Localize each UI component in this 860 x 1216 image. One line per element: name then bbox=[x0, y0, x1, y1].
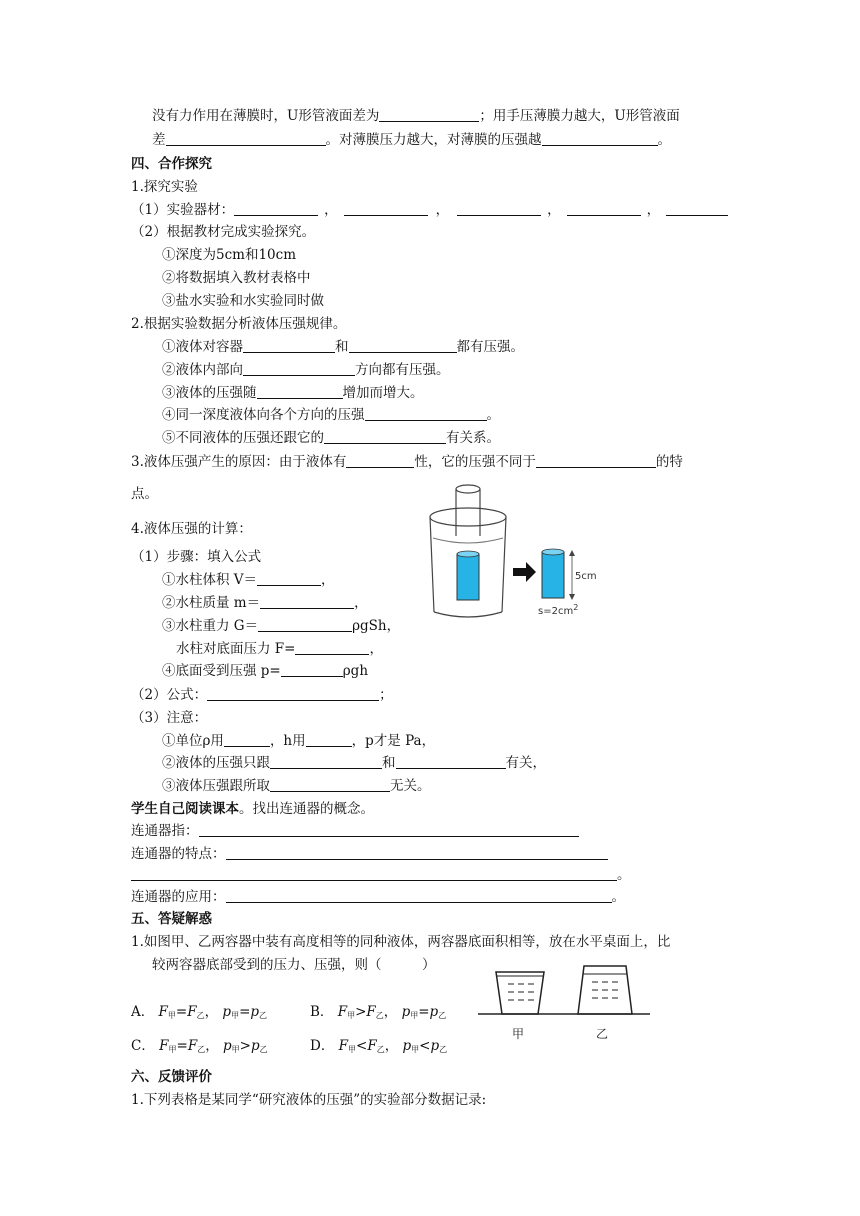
water-column-figure bbox=[420, 482, 610, 624]
s4-q1-materials bbox=[131, 201, 728, 219]
text: ③水柱重力 G＝ bbox=[162, 618, 259, 634]
s4-q4-1: （1）步骤：填入公式 bbox=[131, 549, 262, 565]
label-yi: 乙 bbox=[596, 1027, 609, 1041]
text: 乙 bbox=[439, 1045, 448, 1054]
text: 乙 bbox=[375, 1011, 384, 1020]
text: 乙 bbox=[438, 1011, 447, 1020]
text: 甲 bbox=[348, 1045, 356, 1054]
blank[interactable] bbox=[457, 201, 541, 216]
text: ③液体压强跟所取 bbox=[162, 778, 270, 794]
s4-q4: 4.液体压强的计算： bbox=[131, 521, 252, 537]
text: ； bbox=[379, 687, 393, 703]
water-column-top bbox=[457, 551, 479, 557]
text: 甲 bbox=[411, 1045, 420, 1054]
section-6-heading: 六、反馈评价 bbox=[131, 1069, 212, 1085]
text: 连通器指： bbox=[131, 823, 199, 839]
blank[interactable] bbox=[379, 107, 479, 122]
label-jia: 甲 bbox=[512, 1027, 525, 1041]
text: 甲 bbox=[231, 1011, 240, 1020]
blank[interactable] bbox=[258, 617, 352, 632]
text: 。 bbox=[657, 132, 671, 148]
text: 和 bbox=[382, 755, 396, 771]
containers-figure bbox=[478, 960, 654, 1044]
text: D． bbox=[310, 1038, 335, 1054]
text: C． bbox=[131, 1038, 155, 1054]
extracted-column-top bbox=[542, 549, 564, 555]
text: （1）实验器材： bbox=[131, 202, 235, 218]
s4-q1: 1.探究实验 bbox=[131, 179, 198, 195]
text: ①液体对容器 bbox=[162, 339, 243, 355]
blank[interactable] bbox=[306, 732, 352, 747]
text: 。找出连通器的概念。 bbox=[239, 801, 374, 817]
text: 甲 bbox=[347, 1011, 356, 1020]
water-column bbox=[457, 554, 479, 600]
text: 。对薄膜压力越大，对薄膜的压强越 bbox=[325, 132, 542, 148]
text: 学生自己阅读课本 bbox=[131, 801, 239, 817]
option-d[interactable]: D． $F_甲<F_乙$， $p_甲<p_乙$ bbox=[310, 1038, 448, 1054]
blank[interactable] bbox=[666, 201, 728, 216]
s4-q2-item4 bbox=[162, 406, 500, 424]
blank[interactable] bbox=[234, 201, 318, 216]
blank[interactable] bbox=[344, 201, 428, 216]
option-c[interactable]: C． $F_甲=F_乙$， $p_甲>p_乙$ bbox=[131, 1038, 268, 1054]
text: ρgh bbox=[342, 663, 369, 679]
text: 乙 bbox=[196, 1011, 205, 1020]
text: ④同一深度液体向各个方向的压强 bbox=[162, 407, 365, 423]
text: ②液体的压强只跟 bbox=[162, 755, 270, 771]
blank[interactable] bbox=[243, 338, 335, 353]
s4-q3-line2: 点。 bbox=[131, 486, 158, 502]
text: 乙 bbox=[197, 1045, 206, 1054]
text: ②液体内部向 bbox=[162, 362, 243, 378]
extracted-column bbox=[542, 552, 564, 598]
blank[interactable] bbox=[166, 131, 326, 146]
arrow-right-icon bbox=[513, 562, 536, 582]
text: ①单位ρ用 bbox=[162, 733, 224, 749]
s5-q1-line2: 较两容器底部受到的压力、压强，则（ ） bbox=[152, 957, 436, 973]
blank[interactable] bbox=[349, 338, 457, 353]
text: 水柱对底面压力 F= bbox=[176, 641, 296, 657]
blank[interactable] bbox=[243, 361, 355, 376]
text: ②水柱质量 m＝ bbox=[162, 595, 261, 611]
s4-q4-1-item4 bbox=[176, 640, 383, 658]
text: ①水柱体积 V＝ bbox=[162, 572, 258, 588]
text: ， bbox=[321, 572, 335, 588]
text: 差 bbox=[152, 132, 166, 148]
s4-q1-2-item1: ①深度为5cm和10cm bbox=[162, 247, 296, 263]
blank[interactable] bbox=[295, 640, 369, 655]
blank[interactable] bbox=[257, 384, 343, 399]
s4-q4-1-item2 bbox=[162, 594, 368, 612]
text: 甲 bbox=[410, 1011, 419, 1020]
blank[interactable] bbox=[346, 453, 414, 468]
text: 甲 bbox=[168, 1045, 177, 1054]
reading-features bbox=[131, 845, 608, 863]
text: 。 bbox=[486, 407, 500, 423]
text: 的特 bbox=[655, 454, 683, 470]
text: 无关。 bbox=[390, 778, 431, 794]
text: 和 bbox=[335, 339, 349, 355]
text: 乙 bbox=[259, 1045, 268, 1054]
s4-q1-2: （2）根据教材完成实验探究。 bbox=[131, 224, 316, 240]
blank[interactable] bbox=[270, 777, 390, 792]
s4-q2-item3 bbox=[162, 384, 424, 402]
blank[interactable] bbox=[257, 571, 321, 586]
text: 方向都有压强。 bbox=[355, 362, 450, 378]
blank[interactable] bbox=[365, 406, 487, 421]
beaker-rim bbox=[430, 508, 506, 526]
text: 有关系。 bbox=[446, 430, 500, 446]
text: 乙 bbox=[259, 1011, 268, 1020]
container-yi-liquid bbox=[592, 982, 618, 998]
reading-applications bbox=[131, 888, 625, 906]
s4-q3-line1 bbox=[131, 453, 683, 471]
reading-definition bbox=[131, 822, 579, 840]
container-jia-liquid bbox=[508, 984, 534, 1000]
text: （2）公式： bbox=[131, 687, 208, 703]
s4-q4-3-item3 bbox=[162, 777, 431, 795]
s4-q4-3: （3）注意： bbox=[131, 710, 208, 726]
blank[interactable] bbox=[536, 453, 656, 468]
text: ③液体的压强随 bbox=[162, 385, 257, 401]
text: ， bbox=[547, 202, 561, 218]
text: 3.液体压强产生的原因：由于液体有 bbox=[131, 454, 347, 470]
text: ， bbox=[646, 202, 661, 218]
s4-q1-2-item3: ③盐水实验和水实验同时做 bbox=[162, 293, 324, 309]
intro-line-2 bbox=[152, 131, 671, 149]
text: ④底面受到压强 p= bbox=[162, 663, 281, 679]
text: ， bbox=[369, 641, 383, 657]
text: 都有压强。 bbox=[456, 339, 524, 355]
s4-q4-1-item1 bbox=[162, 571, 335, 589]
s4-q1-2-item2: ②将数据填入教材表格中 bbox=[162, 270, 311, 286]
reading-features-cont bbox=[131, 866, 631, 884]
text: 性，它的压强不同于 bbox=[414, 454, 536, 470]
text: 。 bbox=[611, 889, 625, 905]
blank[interactable] bbox=[226, 888, 612, 903]
text: 有关， bbox=[505, 755, 546, 771]
text: 没有力作用在薄膜时，U形管液面差为 bbox=[152, 108, 380, 124]
text: 连通器的应用： bbox=[131, 889, 226, 905]
text: 连通器的特点： bbox=[131, 846, 226, 862]
beaker-bottom bbox=[434, 612, 502, 617]
blank[interactable] bbox=[199, 822, 579, 837]
text: ；用手压薄膜力越大，U形管液面 bbox=[479, 108, 680, 124]
s4-q2-item5 bbox=[162, 429, 500, 447]
text: 甲 bbox=[167, 1011, 176, 1020]
blank[interactable] bbox=[396, 754, 506, 769]
tube-top bbox=[456, 485, 480, 493]
option-b[interactable]: B． $F_甲>F_乙$， $p_甲=p_乙$ bbox=[310, 1004, 447, 1020]
s5-q1-line1: 1.如图甲、乙两容器中装有高度相等的同种液体，两容器底面积相等，放在水平桌面上，比 bbox=[131, 934, 671, 950]
text: 乙 bbox=[376, 1045, 385, 1054]
blank[interactable] bbox=[260, 594, 354, 609]
blank[interactable] bbox=[224, 732, 270, 747]
text: 甲 bbox=[231, 1045, 240, 1054]
text: ， bbox=[435, 202, 450, 218]
blank[interactable] bbox=[324, 429, 446, 444]
blank[interactable] bbox=[270, 754, 382, 769]
text: B． bbox=[310, 1004, 334, 1020]
beaker-left bbox=[430, 517, 434, 612]
text: 。 bbox=[617, 867, 631, 883]
section-4-heading: 四、合作探究 bbox=[131, 156, 212, 172]
blank[interactable] bbox=[281, 662, 343, 677]
text: ， bbox=[324, 202, 338, 218]
text: ⑤不同液体的压强还跟它的 bbox=[162, 430, 324, 446]
text: ， bbox=[354, 595, 368, 611]
section-5-heading: 五、答疑解惑 bbox=[131, 911, 212, 927]
water-surface bbox=[433, 538, 503, 543]
blank[interactable] bbox=[542, 131, 658, 146]
s4-q4-1-item3 bbox=[162, 617, 400, 635]
blank[interactable] bbox=[131, 866, 617, 881]
text: ，p才是 Pa， bbox=[351, 733, 436, 749]
s4-q4-2 bbox=[131, 686, 393, 704]
text: ，h用 bbox=[269, 733, 306, 749]
s4-q4-3-item1 bbox=[162, 732, 435, 750]
intro-line-1 bbox=[152, 107, 680, 125]
s4-q4-1-item5 bbox=[162, 662, 368, 680]
s4-q2: 2.根据实验数据分析液体压强规律。 bbox=[131, 316, 347, 332]
option-a[interactable]: A． $F_甲=F_乙$， $p_甲=p_乙$ bbox=[131, 1004, 268, 1020]
blank[interactable] bbox=[226, 845, 608, 860]
s4-q2-item1 bbox=[162, 338, 524, 356]
beaker-right bbox=[502, 517, 506, 612]
blank[interactable] bbox=[567, 201, 641, 216]
container-jia bbox=[496, 972, 544, 1014]
height-label: 5cm bbox=[575, 571, 597, 582]
reading-intro bbox=[131, 800, 374, 818]
area-label: $s=2cm^2$ bbox=[538, 603, 579, 617]
text: 增加而增大。 bbox=[342, 385, 424, 401]
blank[interactable] bbox=[207, 686, 379, 701]
text: ρgSh， bbox=[352, 618, 401, 634]
s6-q1: 1.下列表格是某同学“研究液体的压强”的实验部分数据记录: bbox=[131, 1092, 487, 1108]
s4-q4-3-item2 bbox=[162, 754, 546, 772]
s4-q2-item2 bbox=[162, 361, 450, 379]
text: A． bbox=[131, 1004, 155, 1020]
